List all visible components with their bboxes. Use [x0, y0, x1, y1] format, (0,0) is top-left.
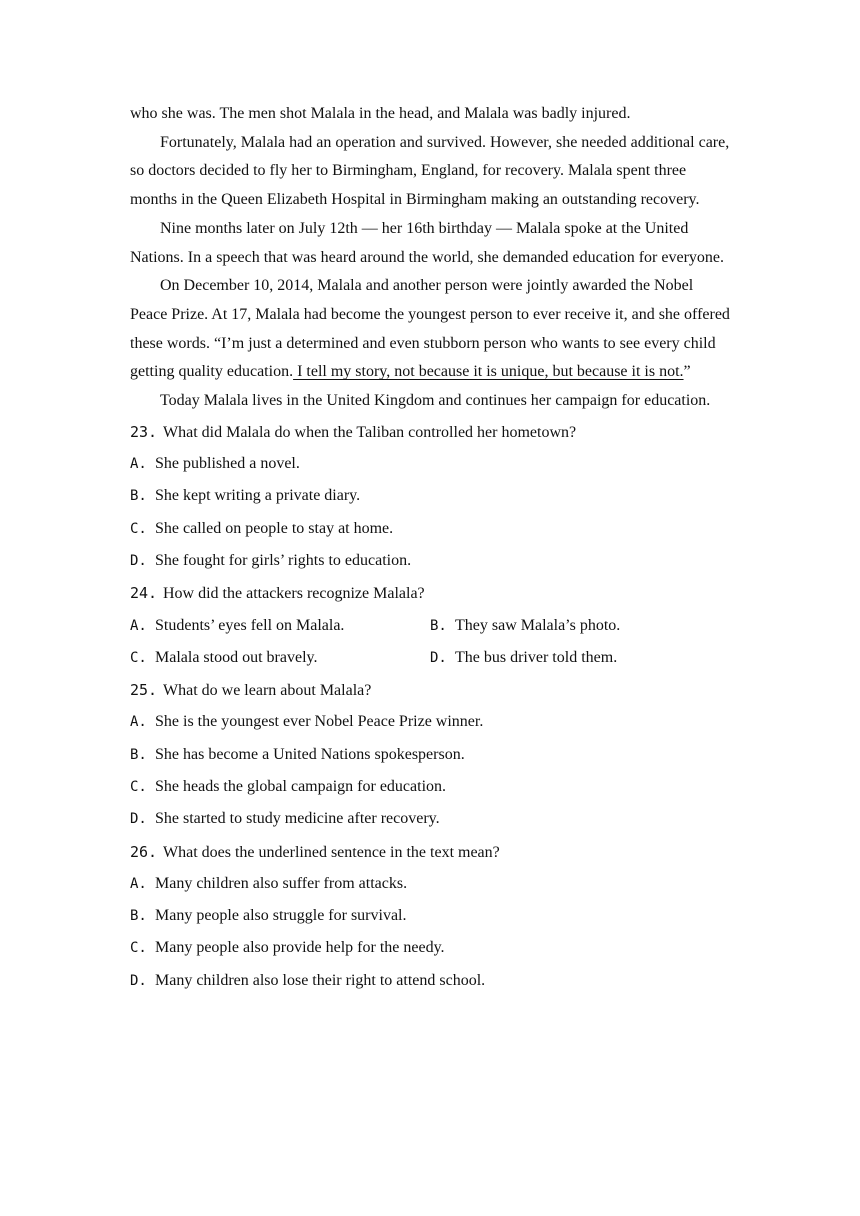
question-stem: [130, 836, 730, 868]
question-text: What did Malala do when the Taliban controlled her hometown?: [163, 423, 577, 441]
option-letter: A.: [130, 714, 147, 731]
question-text: What do we learn about Malala?: [163, 682, 372, 700]
option-text: Many children also lose their right to attend school.: [155, 971, 486, 989]
option-row: [130, 803, 730, 835]
option-letter: D.: [430, 649, 447, 666]
option-text: Students’ eyes fell on Malala.: [155, 616, 345, 634]
question-24: [130, 577, 730, 674]
option-text: She started to study medicine after recovery.: [155, 810, 440, 828]
question-number: 26.: [130, 842, 158, 861]
question-stem: [130, 674, 730, 706]
option-letter: B.: [130, 488, 147, 505]
option-row: [130, 739, 730, 771]
question-stem: [130, 577, 730, 609]
option-row: [130, 965, 730, 997]
reading-passage: [130, 100, 730, 416]
closing-quote: ”: [683, 363, 691, 381]
option-text: Many children also suffer from attacks.: [155, 874, 408, 892]
option-letter: A.: [130, 875, 147, 892]
option-text: She has become a United Nations spokesperson.: [155, 745, 465, 763]
question-number: 24.: [130, 584, 158, 603]
passage-paragraph-4: Today Malala lives in the United Kingdom and continues her campaign for education.: [160, 392, 711, 410]
question-stem: [130, 416, 730, 448]
option-row: [130, 610, 730, 642]
question-25: [130, 674, 730, 835]
option-text: Many people also provide help for the needy.: [155, 939, 445, 957]
question-number: 23.: [130, 422, 158, 441]
option-row: [130, 480, 730, 512]
option-letter: A.: [130, 456, 147, 473]
option-row: [130, 868, 730, 900]
option-text: Many people also struggle for survival.: [155, 907, 407, 925]
question-text: What does the underlined sentence in the text mean?: [163, 843, 500, 861]
option-letter: C.: [130, 940, 147, 957]
option-letter: C.: [130, 520, 147, 537]
option-c: [130, 642, 317, 674]
option-letter: D.: [130, 811, 147, 828]
option-letter: B.: [130, 746, 147, 763]
option-text: She fought for girls’ rights to education.: [155, 551, 412, 569]
option-letter: C.: [130, 649, 147, 666]
option-letter: D.: [130, 552, 147, 569]
option-row: [130, 932, 730, 964]
question-26: [130, 836, 730, 997]
option-text: She published a novel.: [155, 455, 300, 473]
question-number: 25.: [130, 681, 158, 700]
document-page: [130, 100, 730, 997]
option-row: [130, 448, 730, 480]
option-row: [130, 642, 730, 674]
option-row: [130, 513, 730, 545]
passage-paragraph-3: [130, 272, 730, 387]
option-text: She called on people to stay at home.: [155, 519, 394, 537]
question-23: [130, 416, 730, 577]
option-a: [130, 610, 344, 642]
question-text: How did the attackers recognize Malala?: [163, 585, 425, 603]
option-row: [130, 545, 730, 577]
option-text: She is the youngest ever Nobel Peace Prize winner.: [155, 713, 484, 731]
passage-paragraph-1: Fortunately, Malala had an operation and survived. However, she needed additional care, so doctors decided to fly her to Birmingham, England, for recovery. Malala spent three months in the Queen Elizabeth Hospital in Birmingham making an outstanding recovery.: [130, 133, 730, 209]
option-letter: D.: [130, 972, 147, 989]
option-text: They saw Malala’s photo.: [455, 616, 621, 634]
option-letter: B.: [130, 908, 147, 925]
passage-paragraph-0: who she was. The men shot Malala in the head, and Malala was badly injured.: [130, 105, 631, 122]
option-d: [430, 642, 617, 674]
option-row: [130, 706, 730, 738]
option-text: She kept writing a private diary.: [155, 487, 361, 505]
passage-paragraph-3-text: On December 10, 2014, Malala and another person were jointly awarded the Nobel Peace Prize. At 17, Malala had become the youngest person to ever receive it, and she offered these words. “I’m just a determined and even stubborn person who wants to see every child getting quality education.: [130, 277, 730, 381]
option-letter: C.: [130, 779, 147, 795]
option-letter: B.: [430, 617, 447, 634]
option-row: [130, 771, 730, 803]
option-text: The bus driver told them.: [455, 648, 618, 666]
option-b: [430, 610, 620, 642]
option-text: She heads the global campaign for education.: [155, 778, 447, 795]
passage-paragraph-2: Nine months later on July 12th — her 16th birthday — Malala spoke at the United Nations. In a speech that was heard around the world, she demanded education for everyone.: [130, 219, 725, 266]
underlined-sentence: I tell my story, not because it is unique, but because it is not.: [293, 363, 684, 381]
option-text: Malala stood out bravely.: [155, 648, 318, 666]
option-row: [130, 900, 730, 932]
option-letter: A.: [130, 617, 147, 634]
